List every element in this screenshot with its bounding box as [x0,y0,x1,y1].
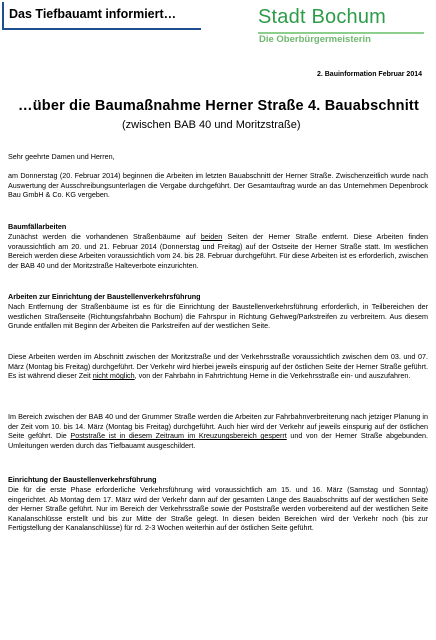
header-title: Das Tiefbauamt informiert… [9,7,177,21]
document-subheading: (zwischen BAB 40 und Moritzstraße) [122,119,301,131]
section-title-verkehrsfuehrung: Einrichtung der Baustellenverkehrsführung [8,475,157,484]
logo-subtitle: Die Oberbürgermeisterin [259,34,371,45]
info-line: 2. Bauinformation Februar 2014 [316,71,422,78]
section-paragraph: Diese Arbeiten werden im Abschnitt zwischen der Moritzstraße und der Verkehrsstraße voraussichtlich zwischen dem 03. und 07. März (Montag bis Freitag) durchgeführt. Der Verkehr wird hierbei jeweils einspurig auf der östlichen Seite der Herner Straße geführt. Es ist während dieser Zeit nicht möglich, von der Fahrbahn in Fahrtrichtung Herne in die Verkehrsstraße ein- und auszufahren. [8,352,428,381]
document-heading: …über die Baumaßnahme Herner Straße 4. Bauabschnitt [18,98,419,114]
section-title-einrichtung-arbeiten: Arbeiten zur Einrichtung der Baustellenverkehrsführung [8,292,201,301]
salutation: Sehr geehrte Damen und Herren, [8,152,115,161]
intro-paragraph: am Donnerstag (20. Februar 2014) beginnen die Arbeiten im letzten Bauabschnitt der Herner Straße. Zwischenzeitlich wurde nach Auswertung der Ausschreibungsunterlagen die Vergabe durchgeführt. Der Gesamtauftrag wurde an das Unternehmen Depenbrock Bau GmbH & Co. KG vergeben. [8,171,428,200]
section-paragraph: Im Bereich zwischen der BAB 40 und der Grummer Straße werden die Arbeiten zur Fahrbahnverbreiterung nach jetziger Planung in der Zeit vom 10. bis 14. März (Montag bis Freitag) durchgeführt. Auch hier wird der Verkehr auf jeweils einspurig auf der östlichen Seite geführt. Die Poststraße ist in diesem Zeitraum im Kreuzungsbereich gesperrt und von der Herner Straße abgebunden. Umleitungen werden durch das Tiefbauamt ausgeschildert. [8,412,428,450]
section-paragraph: Zunächst werden die vorhandenen Straßenbäume auf beiden Seiten der Herner Straße entfernt. Diese Arbeiten finden voraussichtlich am 20. und 21. Februar 2014 (Donnerstag und Freitag) auf der Ostseite der Herner Straße statt. Im westlichen Bereich werden diese Arbeiten voraussichtlich vom 24. bis 28. Februar durchgeführt. Für diese Arbeiten ist es erforderlich, zwischen der BAB 40 und der Moritzstraße Halteverbote einzurichten. [8,232,428,270]
city-logo [258,6,387,45]
section-paragraph: Die für die erste Phase erforderliche Verkehrsführung wird voraussichtlich am 15. und 16. März (Samstag und Sonntag) eingerichtet. Ab Montag dem 17. März wird der Verkehr dann auf der gesamten Länge des Bauabschnitts auf der westlichen Seite der Herner Straße geführt. Nur im Bereich der Verkehrsstraße sowie der Poststraße werden vorbereitend auf der westlichen Seite Kanalanschlüsse erstellt und bis zur Mitte der Straße gelegt. In diesen beiden Bereichen wird der Verkehr noch (bis zur Fertigstellung der Kanalanschlüsse) für rd. 2-3 Wochen weiterhin auf der östlichen Seite geführt. [8,485,428,533]
section-title-baumfaellarbeiten: Baumfällarbeiten [8,222,67,231]
logo-name: Stadt Bochum [258,6,387,28]
section-paragraph: Nach Entfernung der Straßenbäume ist es für die Einrichtung der Baustellenverkehrsführung erforderlich, in Teilbereichen der westlichen Straßenseite (Richtungsfahrbahn Bochum) die Fahrspur in Richtung Gehweg/Parkstreifen zu verbreitern. Aus diesem Grunde entfallen mit Beginn der Arbeiten die Parkstreifen auf der westlichen Seite. [8,302,428,331]
